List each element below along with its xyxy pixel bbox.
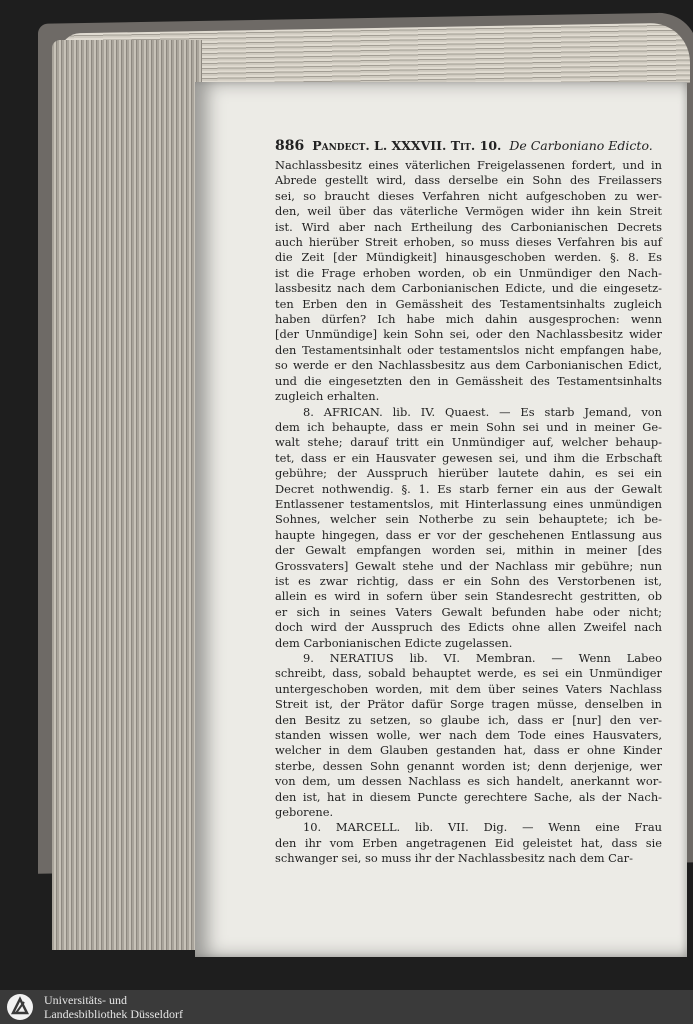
text-line: auch hierüber Streit erhoben, so muss dieses Verfahren bis auf (275, 235, 662, 250)
text-line: untergeschoben worden, mit dem über seines Vaters Nachlass (275, 681, 662, 696)
text-line: dem ich behaupte, dass er mein Sohn sei und in meiner Ge- (275, 419, 662, 434)
text-line: 8. AFRICAN. lib. IV. Quaest. — Es starb Jemand, von (303, 404, 662, 419)
library-name-line2: Landesbibliothek Düsseldorf (44, 1007, 183, 1021)
text-line: sterbe, dessen Sohn genannt worden ist; denn derjenige, wer (275, 758, 662, 773)
page-text (275, 137, 662, 867)
text-line: tet, dass er ein Hausvater gewesen sei, und ihm die Erbschaft (275, 450, 662, 465)
text-line: allein es wird in sofern über sein Standesrecht gestritten, ob (275, 589, 662, 604)
text-line: den Testamentsinhalt oder testamentslos nicht empfangen habe, (275, 342, 662, 357)
page-number: 886 (275, 138, 305, 154)
text-line: walt stehe; darauf tritt ein Unmündiger auf, welcher behaup- (275, 435, 662, 450)
library-footer (0, 990, 693, 1024)
text-line: Nachlassbesitz eines väterlichen Freigelassenen fordert, und in (275, 158, 662, 172)
text-line: und die eingesetzten den in Gemässheit des Testamentsinhalts (275, 373, 662, 388)
text-line: lassbesitz nach dem Carbonianischen Edicte, und die eingesetz- (275, 281, 662, 296)
text-line: den, weil über das väterliche Vermögen wider ihn kein Streit (275, 204, 662, 219)
book-page (195, 82, 687, 957)
text-line: 10. MARCELL. lib. VII. Dig. — Wenn eine Frau (303, 820, 662, 835)
text-line: gebühre; der Ausspruch hierüber lautete dahin, es sei ein (275, 466, 662, 481)
text-line: haupte hingegen, dass er vor der geschehenen Entlassung aus (275, 527, 662, 542)
text-line: Entlassener testamentslos, mit Hinterlassung eines unmündigen (275, 496, 662, 511)
text-line: standen wissen wolle, wer nach dem Tode eines Hausvaters, (275, 728, 662, 743)
text-line: Decret nothwendig. §. 1. Es starb ferner ein aus der Gewalt (275, 481, 662, 496)
library-logo-icon (6, 993, 34, 1021)
text-line: ist es zwar richtig, dass er ein Sohn des Verstorbenen ist, (275, 573, 662, 588)
text-line: den Besitz zu setzen, so glaube ich, dass er [nur] den ver- (275, 712, 662, 727)
text-line: haben dürfen? Ich habe mich dahin ausgesprochen: wenn (275, 312, 662, 327)
text-line: Grossvaters] Gewalt stehe und der Nachlass mir gebühre; nun (275, 558, 662, 573)
text-line: ist die Frage erhoben worden, ob ein Unmündiger den Nach- (275, 265, 662, 280)
text-line: er sich in seines Vaters Gewalt befunden habe oder nicht; (275, 604, 662, 619)
text-line: der Gewalt empfangen worden sei, mithin in meiner [des (275, 543, 662, 558)
text-line: schreibt, dass, sobald behauptet werde, es sei ein Unmündiger (275, 666, 662, 681)
text-line: schwanger sei, so muss ihr der Nachlassbesitz nach dem Car- (275, 851, 633, 866)
running-title-italic: De Carboniano Edicto. (509, 138, 653, 153)
text-line: Streit ist, der Prätor dafür Sorge tragen müsse, denselben in (275, 697, 662, 712)
text-line: ist. Wird aber nach Ertheilung des Carbonianischen Decrets (275, 219, 662, 234)
text-line: doch wird der Ausspruch des Edicts ohne allen Zweifel nach (275, 620, 662, 635)
library-name-line1: Universitäts- und (44, 993, 127, 1007)
text-line: den ist, hat in diesem Puncte gerechtere Sache, als der Nach- (275, 789, 662, 804)
page-block-side-edge (52, 40, 202, 950)
text-line: den ihr vom Erben angetragenen Eid geleistet hat, dass sie (275, 835, 662, 850)
text-line: zugleich erhalten. (275, 389, 380, 404)
text-line: Abrede gestellt wird, dass derselbe ein Sohn des Freilassers (275, 173, 662, 188)
text-line: welcher in dem Glauben gestanden hat, dass er ohne Kinder (275, 743, 662, 758)
running-header (275, 137, 662, 155)
text-line: die Zeit [der Mündigkeit] hinausgeschoben werden. §. 8. Es (275, 250, 662, 265)
body-text (275, 158, 662, 867)
text-line: ten Erben den in Gemässheit des Testamentsinhalts zugleich (275, 296, 662, 311)
text-line: so werde er den Nachlassbesitz aus dem Carbonianischen Edict, (275, 358, 662, 373)
text-line: von dem, um dessen Nachlass es sich handelt, anerkannt wor- (275, 774, 662, 789)
text-line: 9. NERATIUS lib. VI. Membran. — Wenn Labeo (303, 651, 662, 665)
text-line: [der Unmündige] kein Sohn sei, oder den Nachlassbesitz wider (275, 327, 662, 342)
text-line: dem Carbonianischen Edicte zugelassen. (275, 635, 513, 650)
running-title: Pandect. L. XXXVII. Tit. 10. (312, 138, 502, 153)
text-line: sei, so braucht dieses Verfahren nicht aufgeschoben zu wer- (275, 188, 662, 203)
text-line: Sohnes, welcher sein Notherbe zu sein behauptete; ich be- (275, 512, 662, 527)
text-line: geborene. (275, 805, 334, 820)
